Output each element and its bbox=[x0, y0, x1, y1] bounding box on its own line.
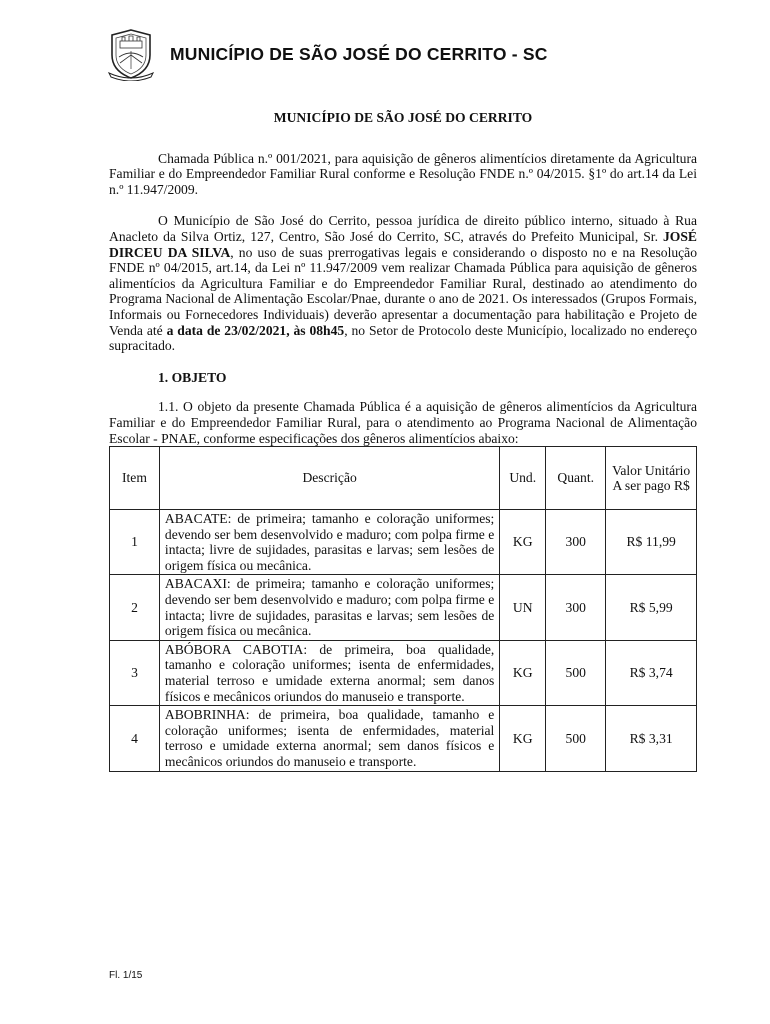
cell-item: 3 bbox=[110, 640, 160, 705]
cell-item: 1 bbox=[110, 510, 160, 575]
header-valor: Valor Unitário A ser pago R$ bbox=[606, 447, 697, 510]
document-title: MUNICÍPIO DE SÃO JOSÉ DO CERRITO bbox=[273, 110, 533, 125]
cell-valor: R$ 5,99 bbox=[606, 575, 697, 640]
cell-item: 4 bbox=[110, 706, 160, 771]
municipality-header-title: MUNICÍPIO DE SÃO JOSÉ DO CERRITO - SC bbox=[170, 43, 548, 64]
cell-und: KG bbox=[500, 510, 546, 575]
cell-und: UN bbox=[500, 575, 546, 640]
cell-descricao: ABACAXI: de primeira; tamanho e coloração uniformes; devendo ser bem desenvolvido e maduro; com polpa firme e intacta; livre de sujidades, parasitas e larvas; sem lesões de origem física ou mecânica. bbox=[159, 575, 499, 640]
section-title-objeto: 1. OBJETO bbox=[158, 369, 227, 385]
cell-quant: 300 bbox=[546, 510, 606, 575]
table-row bbox=[110, 640, 697, 705]
cell-quant: 500 bbox=[546, 640, 606, 705]
header-und: Und. bbox=[500, 447, 546, 510]
cell-item: 2 bbox=[110, 575, 160, 640]
mayor-name: JOSÉ DIRCEU DA SILVA bbox=[109, 228, 697, 260]
page-header bbox=[106, 26, 706, 82]
header-quant: Quant. bbox=[546, 447, 606, 510]
paragraph-introduction bbox=[109, 213, 697, 353]
intro-text-3: , no Setor de Protocolo deste Município, localizado no endereço supracitado. bbox=[109, 322, 697, 354]
table-row bbox=[110, 510, 697, 575]
cell-quant: 300 bbox=[546, 575, 606, 640]
deadline-date: a data de 23/02/2021, às 08h45 bbox=[166, 322, 345, 338]
cell-valor: R$ 11,99 bbox=[606, 510, 697, 575]
paragraph-objeto: 1.1. O objeto da presente Chamada Pública é a aquisição de gêneros alimentícios da Agricultura Familiar e do Empreendedor Familiar Rural, para o atendimento ao Programa Nacional de Alimentação Escolar - PNAE, conforme especificações dos gêneros alimentícios abaixo: bbox=[109, 399, 697, 446]
cell-und: KG bbox=[500, 640, 546, 705]
items-table bbox=[109, 446, 697, 772]
table-row bbox=[110, 706, 697, 771]
intro-text-2: , no uso de suas prerrogativas legais e considerando o disposto no e na Resolução FNDE nº 04/2015, art.14, da Lei nº 11.947/2009 vem realizar Chamada Pública para aquisição de gêneros alimentícios da Agricultura Familiar e do Empreendedor Familiar Rural, destinado ao atendimento do Programa Nacional de Alimentação Escolar/Pnae, durante o ano de 2021. Os interessados (Grupos Formais, Informais ou Fornecedores Individuais) deverão apresentar a documentação para habilitação e Projeto de Venda até bbox=[109, 244, 698, 338]
header-descricao: Descrição bbox=[159, 447, 499, 510]
document-body bbox=[109, 110, 697, 772]
header-item: Item bbox=[110, 447, 160, 510]
cell-descricao: ABÓBORA CABOTIA: de primeira, boa qualidade, tamanho e coloração uniformes; isenta de enfermidades, material terroso e umidade externa anormal; sem danos físicos e mecânicos oriundos do manuseio e transporte. bbox=[159, 640, 499, 705]
cell-descricao: ABOBRINHA: de primeira, boa qualidade, tamanho e coloração uniformes; isenta de enfermidades, material terroso e umidade externa anormal; sem danos físicos e mecânicos oriundos do manuseio e transporte. bbox=[159, 706, 499, 771]
cell-descricao: ABACATE: de primeira; tamanho e coloração uniformes; devendo ser bem desenvolvido e maduro; com polpa firme e intacta; livre de sujidades, parasitas e larvas; sem lesões de origem física ou mecânica. bbox=[159, 510, 499, 575]
table-row bbox=[110, 575, 697, 640]
municipal-coat-of-arms-icon bbox=[106, 27, 156, 81]
table-header-row bbox=[110, 447, 697, 510]
cell-valor: R$ 3,31 bbox=[606, 706, 697, 771]
cell-und: KG bbox=[500, 706, 546, 771]
intro-text-1: O Município de São José do Cerrito, pessoa jurídica de direito público interno, situado à Rua Anacleto da Silva Ortiz, 127, Centro, São José do Cerrito, SC, através do Prefeito Municipal, Sr. bbox=[109, 213, 697, 244]
page-number: Fl. 1/15 bbox=[109, 970, 143, 981]
paragraph-chamada-publica: Chamada Pública n.º 001/2021, para aquisição de gêneros alimentícios diretamente da Agricultura Familiar e do Empreendedor Familiar Rural conforme e Resolução FNDE n.º 04/2015. §1º do art.14 da Lei n.º 11.947/2009. bbox=[109, 150, 697, 197]
cell-quant: 500 bbox=[546, 706, 606, 771]
cell-valor: R$ 3,74 bbox=[606, 640, 697, 705]
